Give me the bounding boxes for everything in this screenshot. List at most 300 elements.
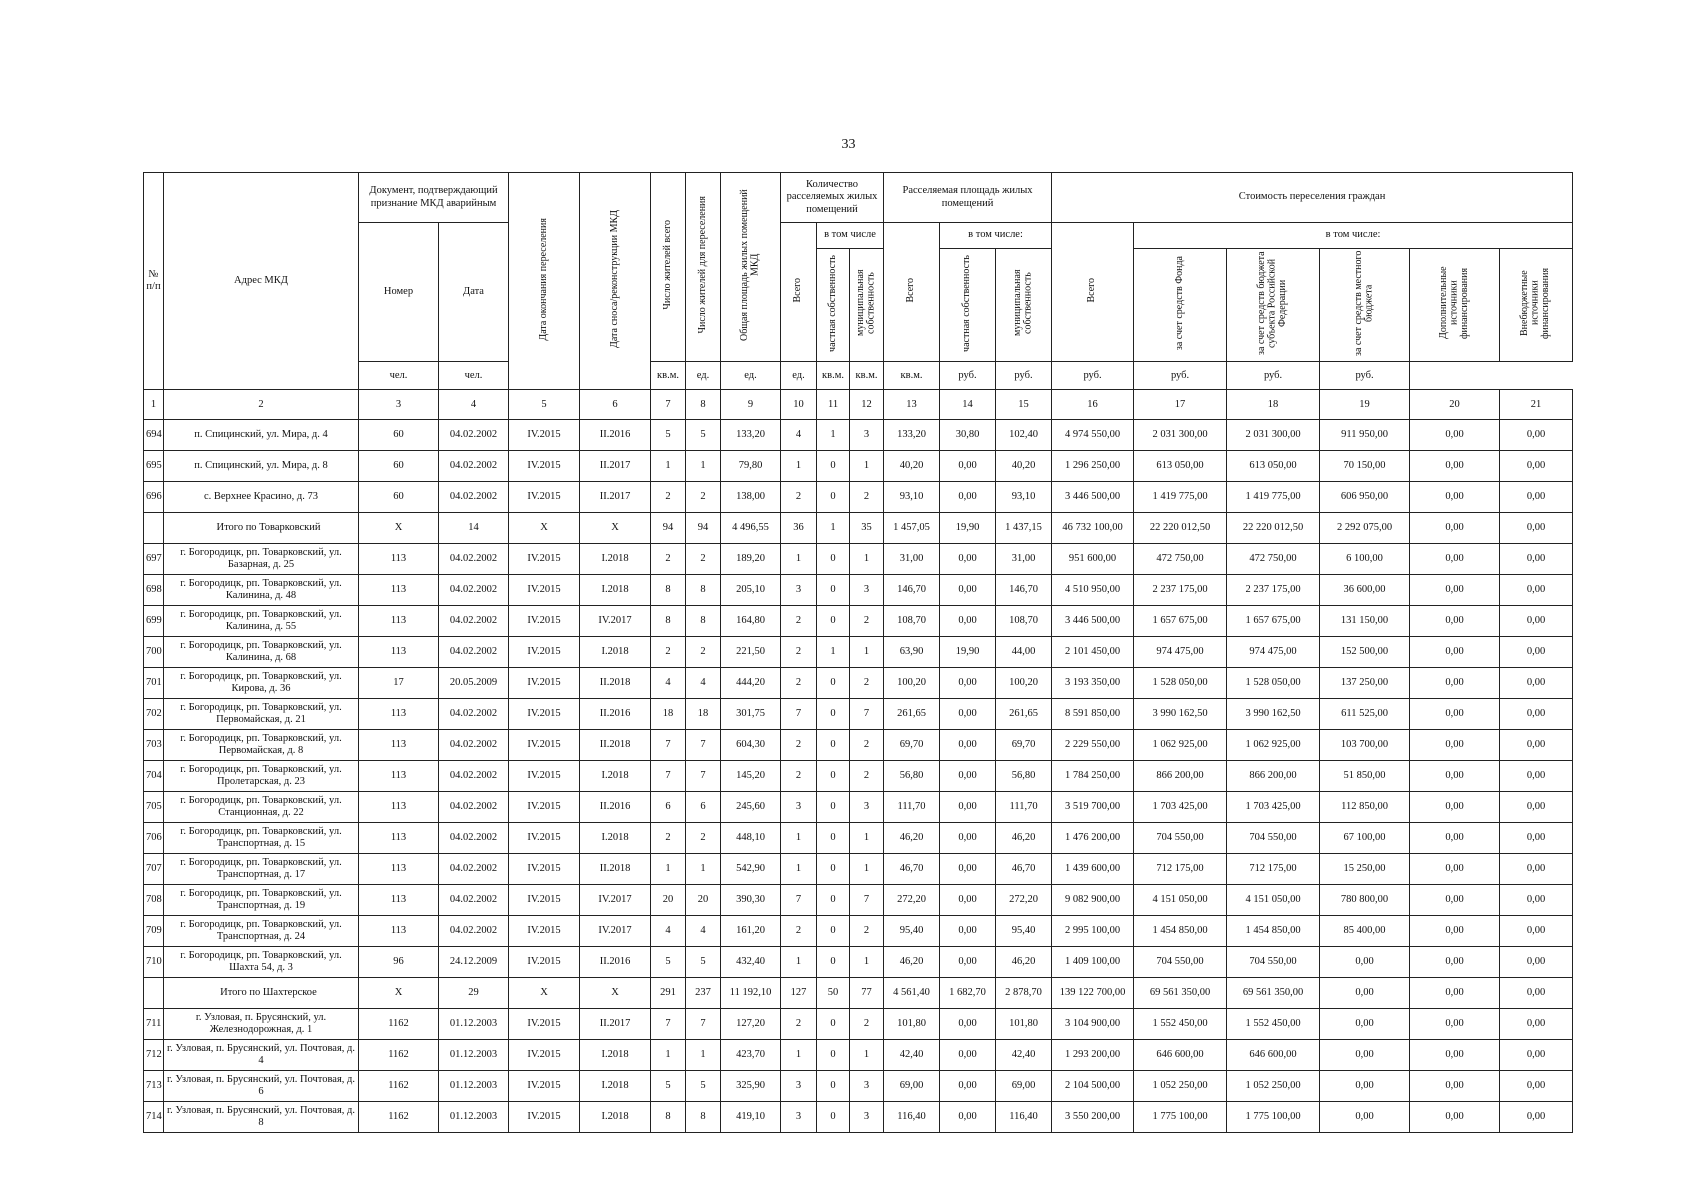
value-cell: 1162 bbox=[359, 1009, 439, 1040]
value-cell: 704 550,00 bbox=[1227, 823, 1320, 854]
header-cost-fund bbox=[1134, 249, 1227, 362]
value-cell: 0,00 bbox=[1500, 1009, 1573, 1040]
value-cell: 4 bbox=[686, 668, 721, 699]
table-header bbox=[144, 173, 1573, 420]
value-cell: IV.2015 bbox=[509, 637, 580, 668]
value-cell: 85 400,00 bbox=[1320, 916, 1410, 947]
table-row bbox=[144, 761, 1573, 792]
value-cell: 116,40 bbox=[884, 1102, 940, 1133]
value-cell: IV.2015 bbox=[509, 1102, 580, 1133]
value-cell: 6 bbox=[686, 792, 721, 823]
value-cell: 1 bbox=[850, 451, 884, 482]
value-cell: 7 bbox=[651, 730, 686, 761]
value-cell: 1 703 425,00 bbox=[1227, 792, 1320, 823]
row-number-cell: 703 bbox=[144, 730, 164, 761]
value-cell: II.2017 bbox=[580, 482, 651, 513]
value-cell: 14 bbox=[439, 513, 509, 544]
address-cell: г. Богородицк, рп. Товарковский, ул. Базарная, д. 25 bbox=[164, 544, 359, 575]
table-body bbox=[144, 420, 1573, 1133]
header-cost-total bbox=[1052, 223, 1134, 362]
value-cell: 60 bbox=[359, 451, 439, 482]
value-cell: II.2016 bbox=[580, 699, 651, 730]
value-cell: IV.2015 bbox=[509, 1071, 580, 1102]
value-cell: 0,00 bbox=[940, 1102, 996, 1133]
value-cell: 2 bbox=[651, 544, 686, 575]
table-row bbox=[144, 1009, 1573, 1040]
value-cell: 69,00 bbox=[996, 1071, 1052, 1102]
value-cell: 0,00 bbox=[940, 1040, 996, 1071]
value-cell: 6 100,00 bbox=[1320, 544, 1410, 575]
value-cell: 0,00 bbox=[1500, 730, 1573, 761]
value-cell: I.2018 bbox=[580, 637, 651, 668]
value-cell: 0,00 bbox=[1500, 544, 1573, 575]
value-cell: 2 031 300,00 bbox=[1227, 420, 1320, 451]
value-cell: IV.2015 bbox=[509, 854, 580, 885]
value-cell: 51 850,00 bbox=[1320, 761, 1410, 792]
value-cell: 0,00 bbox=[1410, 668, 1500, 699]
value-cell: 0 bbox=[817, 482, 850, 513]
value-cell: 95,40 bbox=[884, 916, 940, 947]
value-cell: 1 bbox=[781, 854, 817, 885]
value-cell: 29 bbox=[439, 978, 509, 1009]
table-row bbox=[144, 854, 1573, 885]
value-cell: 390,30 bbox=[721, 885, 781, 916]
value-cell: 1 bbox=[781, 1040, 817, 1071]
value-cell: 1 419 775,00 bbox=[1134, 482, 1227, 513]
value-cell: 0,00 bbox=[1410, 1102, 1500, 1133]
value-cell: 96 bbox=[359, 947, 439, 978]
value-cell: 1 703 425,00 bbox=[1134, 792, 1227, 823]
value-cell: 93,10 bbox=[884, 482, 940, 513]
value-cell: 0,00 bbox=[1500, 978, 1573, 1009]
value-cell: 70 150,00 bbox=[1320, 451, 1410, 482]
header-cost-total-label: Всего bbox=[1086, 277, 1098, 303]
value-cell: 1 775 100,00 bbox=[1227, 1102, 1320, 1133]
value-cell: 8 bbox=[686, 575, 721, 606]
value-cell: IV.2015 bbox=[509, 1040, 580, 1071]
value-cell: 31,00 bbox=[884, 544, 940, 575]
column-index: 21 bbox=[1500, 390, 1573, 420]
value-cell: 712 175,00 bbox=[1227, 854, 1320, 885]
address-cell: г. Богородицк, рп. Товарковский, ул. Станционная, д. 22 bbox=[164, 792, 359, 823]
row-number-cell: 709 bbox=[144, 916, 164, 947]
row-number-cell: 695 bbox=[144, 451, 164, 482]
value-cell: 5 bbox=[651, 420, 686, 451]
value-cell: I.2018 bbox=[580, 823, 651, 854]
row-number-cell bbox=[144, 978, 164, 1009]
value-cell: 780 800,00 bbox=[1320, 885, 1410, 916]
value-cell: IV.2015 bbox=[509, 916, 580, 947]
value-cell: 69,70 bbox=[884, 730, 940, 761]
value-cell: 15 250,00 bbox=[1320, 854, 1410, 885]
value-cell: 1 476 200,00 bbox=[1052, 823, 1134, 854]
unit-area-municipal: кв.м. bbox=[884, 362, 940, 390]
value-cell: 1 bbox=[817, 420, 850, 451]
value-cell: 2 104 500,00 bbox=[1052, 1071, 1134, 1102]
unit-cost-additional: руб. bbox=[1227, 362, 1320, 390]
value-cell: 113 bbox=[359, 854, 439, 885]
address-cell: г. Богородицк, рп. Товарковский, ул. Шахта 54, д. 3 bbox=[164, 947, 359, 978]
value-cell: 0,00 bbox=[1500, 854, 1573, 885]
value-cell: 1 657 675,00 bbox=[1134, 606, 1227, 637]
value-cell: 2 237 175,00 bbox=[1227, 575, 1320, 606]
unit-rooms-private: ед. bbox=[721, 362, 781, 390]
value-cell: 04.02.2002 bbox=[439, 792, 509, 823]
value-cell: 01.12.2003 bbox=[439, 1102, 509, 1133]
value-cell: 3 bbox=[850, 420, 884, 451]
header-rooms-municipal-label: муниципальная собственность bbox=[855, 269, 877, 337]
value-cell: 0,00 bbox=[1320, 1071, 1410, 1102]
value-cell: 113 bbox=[359, 761, 439, 792]
value-cell: 291 bbox=[651, 978, 686, 1009]
table-row bbox=[144, 885, 1573, 916]
value-cell: 2 bbox=[781, 1009, 817, 1040]
value-cell: 4 bbox=[651, 916, 686, 947]
address-cell: г. Узловая, п. Брусянский, ул. Почтовая, д. 4 bbox=[164, 1040, 359, 1071]
value-cell: 3 bbox=[850, 1071, 884, 1102]
value-cell: 5 bbox=[686, 947, 721, 978]
column-index: 1 bbox=[144, 390, 164, 420]
value-cell: 8 bbox=[651, 606, 686, 637]
value-cell: 0,00 bbox=[1410, 513, 1500, 544]
value-cell: 0 bbox=[817, 947, 850, 978]
value-cell: 3 bbox=[850, 1102, 884, 1133]
value-cell: 1162 bbox=[359, 1102, 439, 1133]
header-cost-region-label: за счет средств бюджета субъекта Российской Федерации bbox=[1256, 251, 1289, 355]
header-area-municipal bbox=[996, 249, 1052, 362]
value-cell: 60 bbox=[359, 482, 439, 513]
value-cell: 7 bbox=[850, 885, 884, 916]
value-cell: 46,20 bbox=[884, 823, 940, 854]
value-cell: 1 bbox=[817, 637, 850, 668]
value-cell: IV.2015 bbox=[509, 1009, 580, 1040]
table-row bbox=[144, 637, 1573, 668]
value-cell: 0,00 bbox=[1500, 668, 1573, 699]
value-cell: 0,00 bbox=[1410, 575, 1500, 606]
row-number-cell: 711 bbox=[144, 1009, 164, 1040]
value-cell: 2 bbox=[850, 1009, 884, 1040]
value-cell: 3 446 500,00 bbox=[1052, 606, 1134, 637]
value-cell: 133,20 bbox=[884, 420, 940, 451]
header-cost-additional-label: Дополнительные источники финансирования bbox=[1437, 266, 1470, 340]
value-cell: 40,20 bbox=[996, 451, 1052, 482]
value-cell: 4 510 950,00 bbox=[1052, 575, 1134, 606]
value-cell: 111,70 bbox=[884, 792, 940, 823]
value-cell: 5 bbox=[651, 947, 686, 978]
value-cell: 1 bbox=[651, 854, 686, 885]
value-cell: 0,00 bbox=[940, 544, 996, 575]
value-cell: IV.2015 bbox=[509, 761, 580, 792]
value-cell: 974 475,00 bbox=[1134, 637, 1227, 668]
header-cost-region bbox=[1227, 249, 1320, 362]
value-cell: 0,00 bbox=[1320, 947, 1410, 978]
value-cell: 2 bbox=[781, 482, 817, 513]
column-index: 5 bbox=[509, 390, 580, 420]
value-cell: 542,90 bbox=[721, 854, 781, 885]
value-cell: 1 682,70 bbox=[940, 978, 996, 1009]
value-cell: 245,60 bbox=[721, 792, 781, 823]
value-cell: 0,00 bbox=[1320, 1102, 1410, 1133]
value-cell: IV.2015 bbox=[509, 668, 580, 699]
address-cell: г. Богородицк, рп. Товарковский, ул. Транспортная, д. 15 bbox=[164, 823, 359, 854]
value-cell: 0,00 bbox=[1500, 792, 1573, 823]
value-cell: 36 600,00 bbox=[1320, 575, 1410, 606]
value-cell: 0,00 bbox=[1500, 823, 1573, 854]
value-cell: 3 bbox=[850, 575, 884, 606]
column-index: 14 bbox=[940, 390, 996, 420]
value-cell: 0,00 bbox=[940, 482, 996, 513]
value-cell: 0 bbox=[817, 699, 850, 730]
value-cell: 7 bbox=[781, 885, 817, 916]
value-cell: 113 bbox=[359, 606, 439, 637]
value-cell: 0,00 bbox=[1320, 1009, 1410, 1040]
value-cell: 0,00 bbox=[1410, 947, 1500, 978]
value-cell: IV.2015 bbox=[509, 451, 580, 482]
column-index: 10 bbox=[781, 390, 817, 420]
value-cell: 79,80 bbox=[721, 451, 781, 482]
value-cell: 04.02.2002 bbox=[439, 854, 509, 885]
value-cell: 2 031 300,00 bbox=[1134, 420, 1227, 451]
value-cell: 1162 bbox=[359, 1071, 439, 1102]
value-cell: 301,75 bbox=[721, 699, 781, 730]
value-cell: 04.02.2002 bbox=[439, 544, 509, 575]
value-cell: 04.02.2002 bbox=[439, 761, 509, 792]
value-cell: 113 bbox=[359, 544, 439, 575]
value-cell: 152 500,00 bbox=[1320, 637, 1410, 668]
value-cell: 0,00 bbox=[940, 606, 996, 637]
address-cell: п. Спицинский, ул. Мира, д. 4 bbox=[164, 420, 359, 451]
value-cell: 2 292 075,00 bbox=[1320, 513, 1410, 544]
header-num: № п/п bbox=[144, 173, 164, 390]
unit-rooms-total: ед. bbox=[686, 362, 721, 390]
value-cell: 0,00 bbox=[1500, 947, 1573, 978]
unit-cost-region: руб. bbox=[1052, 362, 1134, 390]
column-index: 7 bbox=[651, 390, 686, 420]
value-cell: 2 237 175,00 bbox=[1134, 575, 1227, 606]
header-rooms-total bbox=[781, 223, 817, 362]
value-cell: 22 220 012,50 bbox=[1134, 513, 1227, 544]
address-cell: г. Богородицк, рп. Товарковский, ул. Кирова, д. 36 bbox=[164, 668, 359, 699]
value-cell: 2 bbox=[781, 668, 817, 699]
value-cell: 0,00 bbox=[1500, 916, 1573, 947]
row-number-cell: 705 bbox=[144, 792, 164, 823]
value-cell: IV.2015 bbox=[509, 699, 580, 730]
header-area-municipal-label: муниципальная собственность bbox=[1012, 269, 1034, 337]
value-cell: 8 bbox=[686, 1102, 721, 1133]
value-cell: 0 bbox=[817, 792, 850, 823]
value-cell: 0 bbox=[817, 1009, 850, 1040]
value-cell: 1 293 200,00 bbox=[1052, 1040, 1134, 1071]
value-cell: 46,70 bbox=[996, 854, 1052, 885]
value-cell: 325,90 bbox=[721, 1071, 781, 1102]
table-row bbox=[144, 823, 1573, 854]
value-cell: 1 657 675,00 bbox=[1227, 606, 1320, 637]
value-cell: 11 192,10 bbox=[721, 978, 781, 1009]
value-cell: 94 bbox=[686, 513, 721, 544]
value-cell: 0,00 bbox=[1410, 916, 1500, 947]
address-cell: г. Богородицк, рп. Товарковский, ул. Первомайская, д. 21 bbox=[164, 699, 359, 730]
value-cell: 1 437,15 bbox=[996, 513, 1052, 544]
value-cell: 2 bbox=[781, 730, 817, 761]
value-cell: 0,00 bbox=[940, 668, 996, 699]
resettlement-table bbox=[143, 172, 1573, 1133]
subtotal-row bbox=[144, 513, 1573, 544]
value-cell: 1 552 450,00 bbox=[1227, 1009, 1320, 1040]
value-cell: 1 bbox=[781, 823, 817, 854]
value-cell: 0,00 bbox=[1410, 978, 1500, 1009]
header-cost-local bbox=[1320, 249, 1410, 362]
value-cell: 04.02.2002 bbox=[439, 730, 509, 761]
value-cell: IV.2015 bbox=[509, 482, 580, 513]
value-cell: 1 439 600,00 bbox=[1052, 854, 1134, 885]
column-index: 18 bbox=[1227, 390, 1320, 420]
value-cell: 145,20 bbox=[721, 761, 781, 792]
value-cell: 205,10 bbox=[721, 575, 781, 606]
column-index: 3 bbox=[359, 390, 439, 420]
subtotal-label-cell: Итого по Шахтерское bbox=[164, 978, 359, 1009]
column-index: 11 bbox=[817, 390, 850, 420]
value-cell: 133,20 bbox=[721, 420, 781, 451]
value-cell: 1 bbox=[686, 451, 721, 482]
column-index-row bbox=[144, 390, 1573, 420]
column-index: 9 bbox=[721, 390, 781, 420]
value-cell: 113 bbox=[359, 699, 439, 730]
value-cell: 911 950,00 bbox=[1320, 420, 1410, 451]
value-cell: 272,20 bbox=[884, 885, 940, 916]
value-cell: 67 100,00 bbox=[1320, 823, 1410, 854]
row-number-cell: 706 bbox=[144, 823, 164, 854]
value-cell: 18 bbox=[686, 699, 721, 730]
value-cell: 1 bbox=[686, 1040, 721, 1071]
value-cell: 5 bbox=[686, 1071, 721, 1102]
value-cell: 0,00 bbox=[940, 761, 996, 792]
row-number-cell: 702 bbox=[144, 699, 164, 730]
value-cell: II.2016 bbox=[580, 792, 651, 823]
value-cell: 0,00 bbox=[1500, 513, 1573, 544]
value-cell: IV.2015 bbox=[509, 823, 580, 854]
value-cell: 35 bbox=[850, 513, 884, 544]
value-cell: 17 bbox=[359, 668, 439, 699]
address-cell: г. Богородицк, рп. Товарковский, ул. Первомайская, д. 8 bbox=[164, 730, 359, 761]
value-cell: IV.2015 bbox=[509, 606, 580, 637]
value-cell: 1 052 250,00 bbox=[1134, 1071, 1227, 1102]
header-total-area-label: Общая площадь жилых помещений МКД bbox=[739, 189, 761, 341]
value-cell: 472 750,00 bbox=[1227, 544, 1320, 575]
value-cell: 1 409 100,00 bbox=[1052, 947, 1134, 978]
value-cell: 108,70 bbox=[996, 606, 1052, 637]
table-row bbox=[144, 699, 1573, 730]
value-cell: 237 bbox=[686, 978, 721, 1009]
value-cell: 432,40 bbox=[721, 947, 781, 978]
value-cell: IV.2017 bbox=[580, 606, 651, 637]
value-cell: 8 bbox=[686, 606, 721, 637]
value-cell: 2 229 550,00 bbox=[1052, 730, 1134, 761]
value-cell: 113 bbox=[359, 730, 439, 761]
address-cell: г. Узловая, п. Брусянский, ул. Железнодорожная, д. 1 bbox=[164, 1009, 359, 1040]
value-cell: 04.02.2002 bbox=[439, 420, 509, 451]
value-cell: 1 bbox=[850, 823, 884, 854]
value-cell: IV.2015 bbox=[509, 575, 580, 606]
value-cell: 1 062 925,00 bbox=[1134, 730, 1227, 761]
value-cell: 2 bbox=[781, 637, 817, 668]
value-cell: 04.02.2002 bbox=[439, 637, 509, 668]
value-cell: 0,00 bbox=[940, 730, 996, 761]
value-cell: IV.2015 bbox=[509, 420, 580, 451]
address-cell: п. Спицинский, ул. Мира, д. 8 bbox=[164, 451, 359, 482]
header-area-total-label: Всего bbox=[905, 277, 917, 303]
row-number-cell: 699 bbox=[144, 606, 164, 637]
value-cell: 2 995 100,00 bbox=[1052, 916, 1134, 947]
value-cell: 3 550 200,00 bbox=[1052, 1102, 1134, 1133]
value-cell: 3 bbox=[850, 792, 884, 823]
value-cell: 20.05.2009 bbox=[439, 668, 509, 699]
value-cell: 1 457,05 bbox=[884, 513, 940, 544]
value-cell: X bbox=[509, 513, 580, 544]
value-cell: 3 519 700,00 bbox=[1052, 792, 1134, 823]
value-cell: X bbox=[509, 978, 580, 1009]
value-cell: 704 550,00 bbox=[1227, 947, 1320, 978]
value-cell: 7 bbox=[781, 699, 817, 730]
value-cell: 24.12.2009 bbox=[439, 947, 509, 978]
value-cell: 101,80 bbox=[996, 1009, 1052, 1040]
header-cost-local-label: за счет средств местного бюджета bbox=[1353, 250, 1375, 356]
value-cell: 866 200,00 bbox=[1134, 761, 1227, 792]
value-cell: 36 bbox=[781, 513, 817, 544]
value-cell: 613 050,00 bbox=[1227, 451, 1320, 482]
value-cell: 1 419 775,00 bbox=[1227, 482, 1320, 513]
value-cell: 1 bbox=[850, 947, 884, 978]
value-cell: 0 bbox=[817, 1040, 850, 1071]
value-cell: 7 bbox=[850, 699, 884, 730]
value-cell: 1 bbox=[850, 1040, 884, 1071]
value-cell: 1 528 050,00 bbox=[1227, 668, 1320, 699]
value-cell: 0,00 bbox=[940, 947, 996, 978]
row-number-cell: 713 bbox=[144, 1071, 164, 1102]
value-cell: I.2018 bbox=[580, 1102, 651, 1133]
address-cell: г. Богородицк, рп. Товарковский, ул. Калинина, д. 55 bbox=[164, 606, 359, 637]
value-cell: 1 552 450,00 bbox=[1134, 1009, 1227, 1040]
row-number-cell: 701 bbox=[144, 668, 164, 699]
value-cell: 1 062 925,00 bbox=[1227, 730, 1320, 761]
value-cell: 0,00 bbox=[940, 1071, 996, 1102]
address-cell: г. Узловая, п. Брусянский, ул. Почтовая, д. 6 bbox=[164, 1071, 359, 1102]
value-cell: 42,40 bbox=[996, 1040, 1052, 1071]
value-cell: 69,00 bbox=[884, 1071, 940, 1102]
header-cost-offbudget-label: Внебюджетные источники финансирования bbox=[1519, 267, 1552, 339]
value-cell: 1 296 250,00 bbox=[1052, 451, 1134, 482]
value-cell: 0 bbox=[817, 544, 850, 575]
value-cell: 60 bbox=[359, 420, 439, 451]
value-cell: 161,20 bbox=[721, 916, 781, 947]
value-cell: 0 bbox=[817, 761, 850, 792]
value-cell: 4 151 050,00 bbox=[1227, 885, 1320, 916]
value-cell: 1 bbox=[817, 513, 850, 544]
header-end-date bbox=[509, 173, 580, 390]
column-index: 13 bbox=[884, 390, 940, 420]
value-cell: 7 bbox=[686, 1009, 721, 1040]
row-number-cell: 698 bbox=[144, 575, 164, 606]
unit-cost-fund: руб. bbox=[996, 362, 1052, 390]
value-cell: 0,00 bbox=[1500, 1040, 1573, 1071]
value-cell: II.2016 bbox=[580, 420, 651, 451]
value-cell: 7 bbox=[686, 730, 721, 761]
value-cell: X bbox=[359, 513, 439, 544]
address-cell: г. Богородицк, рп. Товарковский, ул. Калинина, д. 68 bbox=[164, 637, 359, 668]
unit-people-total: чел. bbox=[359, 362, 439, 390]
value-cell: 42,40 bbox=[884, 1040, 940, 1071]
value-cell: II.2017 bbox=[580, 1009, 651, 1040]
header-area-group: Расселяемая площадь жилых помещений bbox=[884, 173, 1052, 223]
